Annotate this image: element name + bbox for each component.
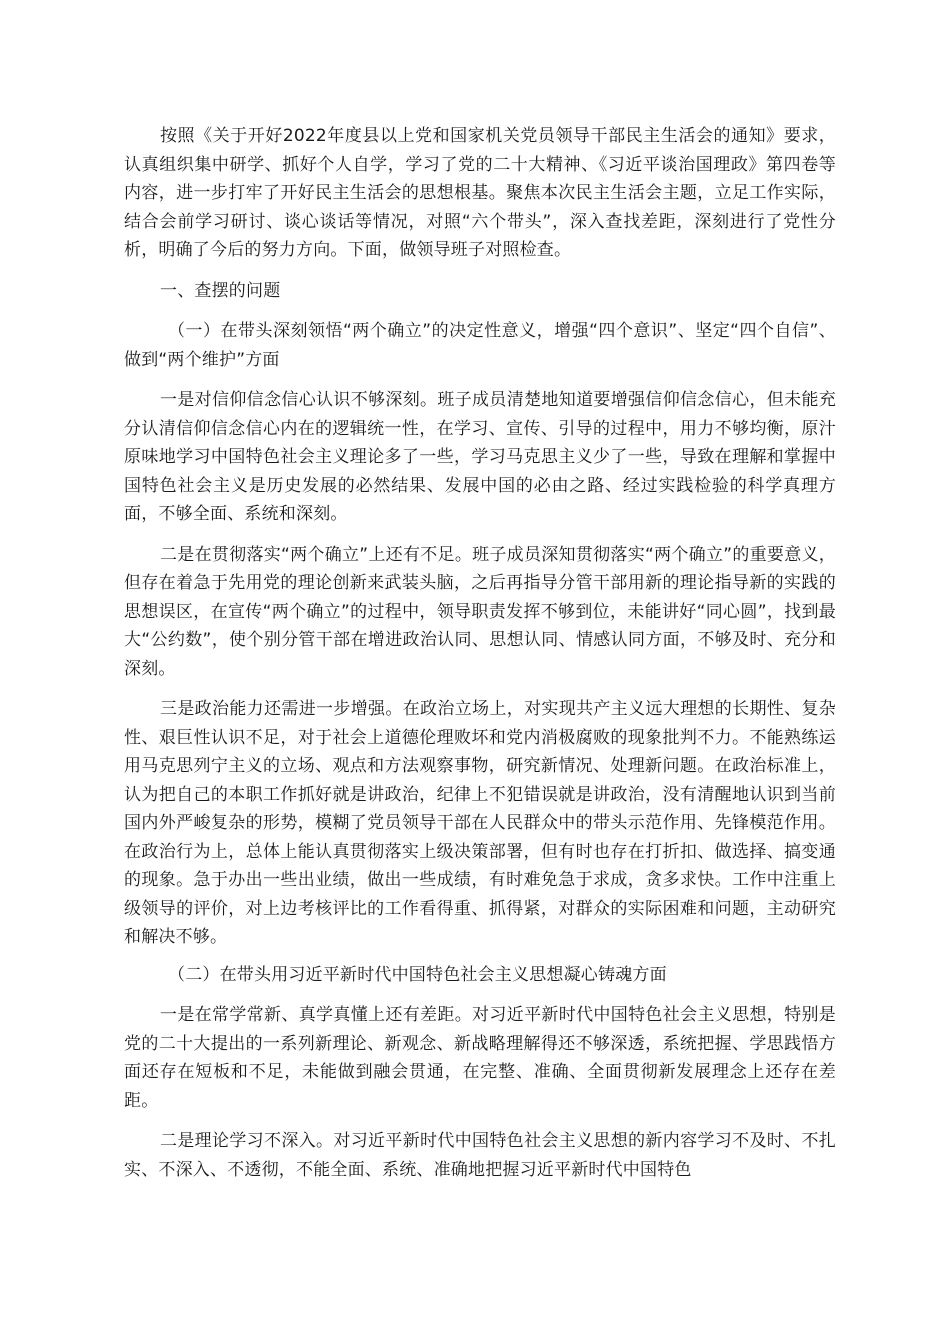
paragraph-2-2: 二是理论学习不深入。对习近平新时代中国特色社会主义思想的新内容学习不及时、不扎实、不深入、不透彻，不能全面、系统、准确地把握习近平新时代中国特色 [124,1131,836,1180]
section-heading-1: 一、查摆的问题 [160,280,281,301]
paragraph-1-2: 二是在贯彻落实“两个确立”上还有不足。班子成员深知贯彻落实“两个确立”的重要意义，但存在着急于先用党的理论创新来武装头脑，之后再指导分管干部用新的理论指导新的实践的思想误区，在宣传“两个确立”的过程中，领导职责发挥不够到位，未能讲好“同心圆”，找到最大“公约数”，使个别分管干部在增进政治认同、思想认同、情感认同方面，不够及时、充分和深刻。 [124,544,836,679]
document-page [124,122,836,1184]
subsection-heading-2: （二）在带头用习近平新时代中国特色社会主义思想凝心铸魂方面 [168,964,667,985]
paragraph-1-3: 三是政治能力还需进一步增强。在政治立场上，对实现共产主义远大理想的长期性、复杂性、艰巨性认识不足，对于社会上道德伦理败坏和党内消极腐败的现象批判不力。不能熟练运用马克思列宁主义的立场、观点和方法观察事物，研究新情况、处理新问题。在政治标准上，认为把自己的本职工作抓好就是讲政治，纪律上不犯错误就是讲政治，没有清醒地认识到当前国内外严峻复杂的形势，模糊了党员领导干部在人民群众中的带头示范作用、先锋模范作用。在政治行为上，总体上能认真贯彻落实上级决策部署，但有时也存在打折扣、做选择、搞变通的现象。急于办出一些出业绩，做出一些成绩，有时难免急于求成，贪多求快。工作中注重上级领导的评价，对上边考核评比的工作看得重、抓得紧，对群众的实际困难和问题，主动研究和解决不够。 [124,699,836,947]
intro-paragraph: 按照《关于开好2022年度县以上党和国家机关党员领导干部民主生活会的通知》要求，认真组织集中研学、抓好个人自学，学习了党的二十大精神、《习近平谈治国理政》第四卷等内容，进一步打牢了开好民主生活会的思想根基。聚焦本次民主生活会主题，立足工作实际，结合会前学习研讨、谈心谈话等情况，对照“六个带头”，深入查找差距，深刻进行了党性分析，明确了今后的努力方向。下面，做领导班子对照检查。 [124,126,836,260]
paragraph-2-1: 一是在常学常新、真学真懂上还有差距。对习近平新时代中国特色社会主义思想，特别是党的二十大提出的一系列新理论、新观念、新战略理解得还不够深透，系统把握、学思践悟方面还存在短板和不足，未能做到融会贯通，在完整、准确、全面贯彻新发展理念上还存在差距。 [124,1005,836,1111]
paragraph-1-1: 一是对信仰信念信心认识不够深刻。班子成员清楚地知道要增强信仰信念信心，但未能充分认清信仰信念信心内在的逻辑统一性，在学习、宣传、引导的过程中，用力不够均衡，原汁原味地学习中国特色社会主义理论多了一些，学习马克思主义少了一些，导致在理解和掌握中国特色社会主义是历史发展的必然结果、发展中国的必由之路、经过实践检验的科学真理方面，不够全面、系统和深刻。 [124,390,836,524]
subsection-heading-1: （一）在带头深刻领悟“两个确立”的决定性意义，增强“四个意识”、坚定“四个自信”、做到“两个维护”方面 [124,321,836,370]
